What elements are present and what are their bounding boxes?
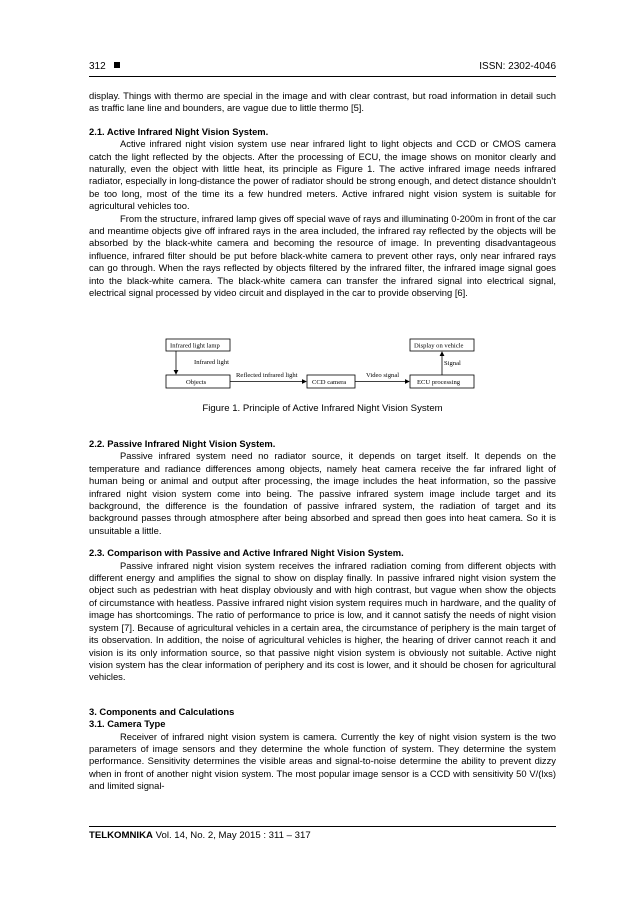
- section-2-3-paragraph-1: Passive infrared night vision system receives the infrared radiation coming from different objects with different energy and amplifies the signal to show on display finally. In passive infrared night vision system the object such as pedestrian with heat display obviously and with high contrast, but vague when show the objects of circumstance with heatless. Passive infrared night vision system requires much in hardware, and the quality of image has shortcomings. The ratio of performance to price is low, and it cannot satisfy the needs of night vision system [7]. Because of agricultural vehicles in a certain area, the circumstance of periphery is the main target of its observation. In addition, the noise of agricultural vehicles is higher, the hearing of driver cannot reach it and vision is its only information source, so that passive night vision system is obviously not suitable. Active night vision system has the clear information of periphery and its cost is lower, and it should be chosen for agricultural vehicles.: [89, 559, 556, 683]
- journal-name: TELKOMNIKA: [89, 830, 153, 841]
- infrared-light-label: Infrared light: [194, 359, 229, 366]
- journal-citation: Vol. 14, No. 2, May 2015 : 311 – 317: [155, 830, 311, 841]
- section-2-2-title: 2.2. Passive Infrared Night Vision System.: [89, 438, 276, 449]
- video-signal-label: Video signal: [366, 372, 400, 379]
- page-footer: [89, 830, 311, 841]
- ecu-label: ECU processing: [417, 379, 461, 386]
- square-bullet-icon: [114, 62, 120, 68]
- figure-1-diagram: [160, 335, 480, 395]
- section-3-title: 3. Components and Calculations: [89, 705, 235, 717]
- body-top: [89, 90, 556, 300]
- signal-label: Signal: [444, 360, 461, 367]
- section-2-1-paragraph-2: From the structure, infrared lamp gives off special wave of rays and illuminating 0-200m in front of the car and meantime objects give off infrared rays in the area included, the infrared ray reflected by the objects will be absorbed by the black-white camera and becoming the resource of image. In preventing disadvantageous influence, infrared filter should be put before black-white camera to prevent other rays, only near infrared rays can go through. When the rays reflected by objects filtered by the infrared filter, the infrared image signal goes into the black-white camera. The black-white camera can transfer the infrared signal into electrical signal, electrical signal processed by video circuit and displayed in the car to provide observing [6].: [89, 212, 556, 299]
- page-number: 312: [89, 61, 106, 72]
- section-3-1-title: 3.1. Camera Type: [89, 718, 166, 730]
- infrared-lamp-label: Infrared light lamp: [170, 342, 220, 350]
- header-rule: [89, 76, 556, 77]
- header-left: [89, 61, 120, 72]
- ccd-label: CCD camera: [312, 379, 347, 386]
- section-2-2-paragraph-1: Passive infrared system need no radiator source, it depends on target itself. It depends on the temperature and radiance differences among objects, namely heat camera receive the far infrared light of human being or animal and output after processing, the image includes the heat information, so the passive infrared night vision system come into being. The passive infrared system image include target and its background, the difference is the foundation of passive infrared system, the radiation of target and its background passes through atmosphere after being absorbed and spread then goes into heat camera. So it is unsuitable a little.: [89, 450, 556, 536]
- intro-paragraph: display. Things with thermo are special in the image and with clear contrast, but road information in detail such as traffic lane line and bounders, are vague due to little thermo [5].: [89, 90, 556, 114]
- objects-label: Objects: [186, 379, 207, 386]
- section-2-1-paragraph-1: Active infrared night vision system use near infrared light to light objects and CCD or CMOS camera catch the light reflected by the objects. After the processing of ECU, the image shows on monitor clearly and naturally, even the object with little heat, its principle as Figure 1. The active infrared image needs infrared radiator, especially in long-distance the power of radiator should be strong enough, and detect distance shouldn’t be too long, most of the time its a few hundred meters. Active infrared night vision system is suitable for agricultural vehicles too.: [89, 138, 556, 212]
- issn: ISSN: 2302-4046: [479, 61, 556, 72]
- reflected-label: Reflected infrared light: [236, 372, 298, 379]
- display-label: Display on vehicle: [414, 342, 464, 350]
- figure-1-caption: Figure 1. Principle of Active Infrared Night Vision System: [202, 403, 443, 414]
- section-2-1-title: 2.1. Active Infrared Night Vision System.: [89, 125, 269, 137]
- footer-rule: [89, 826, 556, 827]
- body-lower: [89, 438, 556, 793]
- section-2-3-title: 2.3. Comparison with Passive and Active Infrared Night Vision System.: [89, 547, 404, 559]
- section-3-1-paragraph-1: Receiver of infrared night vision system is camera. Currently the key of night vision system is the two parameters of image sensors and they determine the whole function of system. They determine the system performance. Sensitivity determines the visible areas and signal-to-noise determine the ability to prevent dizzy when in front of another night vision system. The most popular image sensor is a CCD with sensitivity 50 V/(lxs) and limited signal-: [89, 730, 556, 792]
